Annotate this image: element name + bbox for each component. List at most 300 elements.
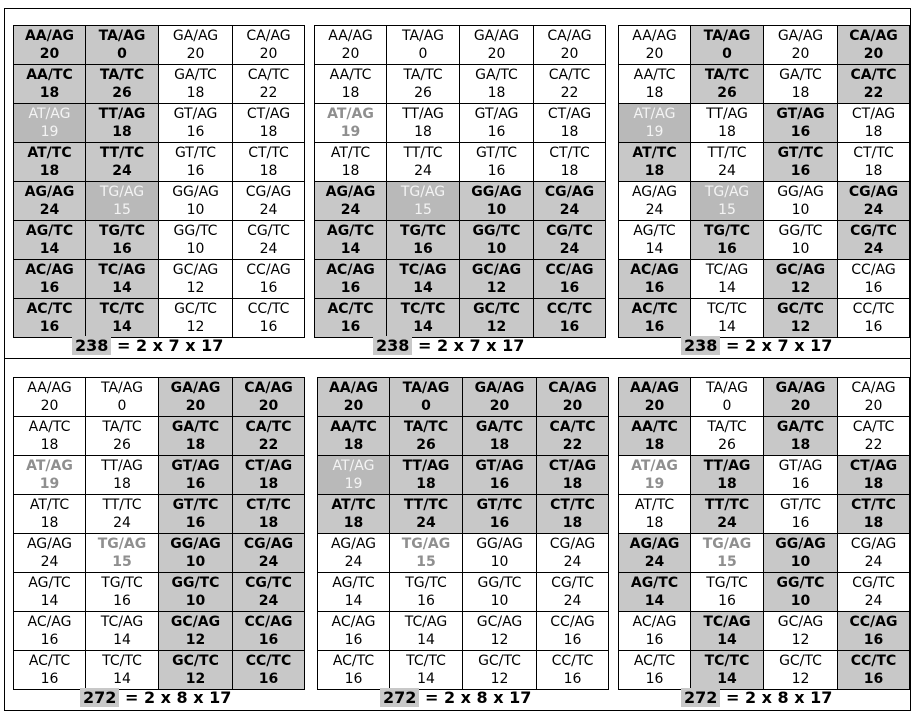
codon-cell: [838, 378, 910, 417]
codon-pair-label: CT/TC: [853, 145, 894, 161]
codon-pair-value: 22: [863, 85, 884, 101]
codon-cell: [534, 26, 606, 65]
panel-1: [13, 25, 305, 338]
codon-pair-label: TA/TC: [403, 67, 443, 83]
codon-pair-label: GA/AG: [777, 28, 824, 44]
codon-cell: [838, 182, 910, 221]
grid-row: [315, 65, 606, 104]
codon-pair-label: CT/TC: [549, 145, 590, 161]
codon-pair-value: 14: [113, 632, 131, 648]
codon-pair-value: 20: [560, 46, 579, 62]
codon-pair-value: 18: [259, 163, 278, 179]
codon-pair-value: 18: [863, 515, 884, 531]
codon-cell: [387, 260, 460, 299]
codon-cell: [460, 260, 534, 299]
codon-pair-value: 20: [645, 46, 664, 62]
codon-cell: [233, 26, 305, 65]
codon-pair-label: TG/AG: [401, 536, 451, 552]
codon-cell: [159, 612, 233, 651]
codon-cell: [463, 456, 537, 495]
codon-cell: [159, 104, 233, 143]
codon-pair-value: 18: [863, 476, 884, 492]
formula-factorization: = 2 x 7 x 17: [720, 336, 833, 355]
codon-cell: [537, 651, 609, 690]
grid-row: [14, 651, 305, 690]
codon-pair-label: GG/AG: [172, 184, 219, 200]
codon-pair-label: AA/TC: [329, 67, 372, 83]
codon-pair-label: TG/AG: [99, 184, 145, 200]
codon-pair-label: GT/AG: [778, 458, 823, 474]
codon-pair-label: CC/TC: [551, 653, 594, 669]
codon-cell: [315, 65, 387, 104]
codon-pair-value: 14: [112, 280, 132, 296]
codon-pair-value: 19: [40, 124, 59, 140]
codon-pair-label: GC/TC: [174, 301, 217, 317]
codon-cell: [14, 417, 86, 456]
codon-pair-value: 24: [344, 554, 363, 570]
codon-cell: [14, 612, 86, 651]
codon-pair-label: CC/TC: [546, 301, 593, 317]
codon-cell: [619, 573, 691, 612]
codon-cell: [318, 534, 390, 573]
codon-cell: [159, 143, 233, 182]
codon-pair-value: 10: [185, 554, 206, 570]
codon-pair-label: GC/TC: [473, 301, 520, 317]
codon-cell: [390, 651, 463, 690]
codon-pair-value: 20: [39, 46, 60, 62]
codon-pair-label: TA/AG: [402, 28, 444, 44]
codon-pair-value: 12: [486, 280, 507, 296]
grid-row: [315, 104, 606, 143]
codon-pair-label: CA/AG: [246, 28, 291, 44]
codon-cell: [764, 417, 838, 456]
formula-number: 272: [380, 688, 419, 707]
codon-cell: [460, 182, 534, 221]
codon-cell: [233, 65, 305, 104]
codon-pair-value: 15: [112, 554, 132, 570]
codon-cell: [387, 299, 460, 338]
grid-row: [14, 221, 305, 260]
codon-pair-value: 12: [490, 671, 509, 687]
formula-2: [373, 336, 524, 355]
codon-cell: [387, 26, 460, 65]
codon-cell: [838, 534, 910, 573]
codon-pair-label: CG/AG: [850, 536, 897, 552]
codon-pair-label: TA/AG: [706, 380, 748, 396]
grid-row: [619, 65, 910, 104]
codon-pair-value: 18: [645, 515, 664, 531]
codon-pair-label: GC/AG: [170, 614, 221, 630]
grid-row: [14, 299, 305, 338]
codon-pair-label: GC/TC: [478, 653, 521, 669]
codon-pair-value: 16: [644, 319, 665, 335]
codon-pair-value: 24: [259, 202, 278, 218]
codon-cell: [537, 573, 609, 612]
codon-pair-label: GG/AG: [775, 536, 826, 552]
codon-pair-value: 16: [259, 319, 278, 335]
codon-pair-value: 18: [562, 476, 583, 492]
codon-pair-label: CC/TC: [850, 653, 897, 669]
grid-row: [619, 417, 910, 456]
codon-pair-label: CA/AG: [849, 28, 898, 44]
codon-pair-value: 12: [486, 319, 507, 335]
codon-pair-label: TT/AG: [98, 106, 146, 122]
codon-pair-label: TT/AG: [703, 458, 751, 474]
codon-pair-value: 22: [259, 85, 278, 101]
codon-pair-value: 14: [39, 241, 60, 257]
codon-table: [618, 377, 910, 690]
codon-pair-value: 18: [560, 163, 579, 179]
codon-cell: [14, 260, 86, 299]
codon-pair-value: 18: [341, 163, 360, 179]
codon-pair-label: AA/AG: [629, 380, 680, 396]
codon-cell: [318, 495, 390, 534]
codon-pair-label: AG/AG: [629, 536, 680, 552]
grid-row: [14, 26, 305, 65]
codon-pair-label: AG/TC: [28, 575, 71, 591]
grid-row: [619, 612, 910, 651]
codon-pair-value: 20: [791, 46, 810, 62]
codon-pair-value: 24: [645, 202, 664, 218]
codon-pair-value: 16: [113, 593, 131, 609]
codon-cell: [86, 221, 159, 260]
codon-pair-label: TC/TC: [707, 301, 747, 317]
codon-cell: [691, 417, 764, 456]
codon-pair-value: 18: [487, 85, 506, 101]
codon-pair-value: 14: [113, 671, 131, 687]
codon-cell: [14, 378, 86, 417]
codon-cell: [691, 221, 764, 260]
codon-pair-label: GT/AG: [173, 106, 218, 122]
codon-cell: [764, 378, 838, 417]
codon-table: [314, 25, 606, 338]
codon-pair-value: 24: [718, 163, 736, 179]
codon-cell: [14, 573, 86, 612]
codon-pair-label: AA/TC: [330, 419, 377, 435]
codon-pair-label: TC/TC: [704, 653, 750, 669]
codon-table: [13, 25, 305, 338]
codon-pair-value: 24: [40, 554, 59, 570]
codon-pair-label: CA/TC: [549, 419, 596, 435]
codon-pair-label: TT/AG: [402, 106, 444, 122]
codon-pair-label: CT/AG: [244, 458, 293, 474]
codon-pair-value: 12: [791, 671, 810, 687]
grid-row: [318, 534, 609, 573]
codon-pair-label: TT/TC: [403, 145, 443, 161]
codon-pair-label: AG/TC: [326, 223, 375, 239]
codon-pair-label: TC/TC: [406, 653, 446, 669]
codon-cell: [233, 182, 305, 221]
codon-pair-label: AC/TC: [28, 653, 71, 669]
codon-pair-value: 16: [791, 476, 810, 492]
codon-pair-value: 16: [489, 476, 510, 492]
codon-cell: [537, 534, 609, 573]
codon-pair-label: TG/TC: [400, 223, 446, 239]
codon-cell: [233, 143, 305, 182]
formula-6: [681, 688, 832, 707]
codon-pair-label: AT/TC: [29, 497, 70, 513]
codon-cell: [318, 378, 390, 417]
codon-cell: [463, 417, 537, 456]
codon-cell: [619, 221, 691, 260]
codon-pair-value: 16: [863, 632, 884, 648]
codon-cell: [460, 65, 534, 104]
codon-cell: [14, 65, 86, 104]
codon-cell: [233, 534, 305, 573]
codon-pair-value: 12: [185, 632, 206, 648]
codon-pair-value: 20: [341, 46, 360, 62]
codon-pair-value: 0: [418, 46, 428, 62]
codon-cell: [764, 573, 838, 612]
codon-cell: [619, 612, 691, 651]
codon-cell: [691, 534, 764, 573]
codon-pair-label: AC/TC: [332, 653, 375, 669]
grid-row: [315, 143, 606, 182]
codon-pair-label: GA/TC: [174, 67, 217, 83]
codon-pair-value: 20: [186, 46, 205, 62]
codon-cell: [318, 456, 390, 495]
grid-row: [315, 299, 606, 338]
codon-cell: [460, 104, 534, 143]
codon-pair-value: 18: [416, 476, 436, 492]
codon-cell: [463, 534, 537, 573]
grid-row: [619, 104, 910, 143]
codon-cell: [691, 573, 764, 612]
codon-pair-label: TG/TC: [704, 223, 750, 239]
codon-table: [13, 377, 305, 690]
codon-pair-label: GG/TC: [472, 223, 521, 239]
codon-pair-value: 24: [863, 241, 884, 257]
codon-pair-value: 14: [413, 319, 433, 335]
codon-pair-value: 14: [645, 241, 664, 257]
codon-pair-label: CG/AG: [243, 536, 294, 552]
codon-pair-value: 20: [185, 398, 206, 414]
codon-pair-label: AT/TC: [27, 145, 72, 161]
codon-pair-value: 20: [258, 398, 279, 414]
codon-pair-value: 18: [864, 163, 883, 179]
codon-cell: [159, 221, 233, 260]
codon-pair-label: CG/AG: [245, 184, 292, 200]
codon-pair-value: 16: [340, 319, 361, 335]
codon-cell: [838, 26, 910, 65]
codon-cell: [619, 26, 691, 65]
codon-cell: [159, 26, 233, 65]
codon-pair-value: 10: [185, 593, 206, 609]
codon-pair-label: AT/AG: [28, 106, 71, 122]
codon-pair-label: AA/AG: [328, 28, 373, 44]
row-divider: [4, 358, 911, 359]
codon-pair-label: GA/AG: [170, 380, 221, 396]
codon-pair-value: 26: [112, 85, 132, 101]
codon-pair-value: 20: [40, 398, 59, 414]
codon-pair-value: 19: [340, 124, 361, 140]
codon-pair-label: TT/TC: [704, 497, 750, 513]
codon-cell: [619, 417, 691, 456]
codon-cell: [460, 221, 534, 260]
codon-pair-label: AG/TC: [630, 575, 679, 591]
grid-row: [619, 26, 910, 65]
codon-pair-label: GG/TC: [477, 575, 522, 591]
codon-pair-value: 16: [39, 280, 60, 296]
codon-pair-label: GT/TC: [174, 145, 217, 161]
codon-cell: [691, 651, 764, 690]
codon-pair-label: GG/AG: [777, 184, 824, 200]
codon-pair-value: 18: [113, 476, 131, 492]
codon-pair-label: CG/AG: [848, 184, 899, 200]
codon-pair-value: 18: [343, 515, 364, 531]
codon-pair-label: TG/AG: [97, 536, 147, 552]
codon-pair-label: AC/AG: [630, 262, 679, 278]
formula-number: 238: [373, 336, 412, 355]
codon-cell: [838, 495, 910, 534]
grid-row: [619, 260, 910, 299]
codon-cell: [764, 221, 838, 260]
codon-pair-value: 10: [486, 241, 507, 257]
codon-cell: [86, 378, 159, 417]
codon-pair-value: 24: [259, 241, 278, 257]
codon-pair-label: CC/AG: [851, 262, 896, 278]
codon-cell: [233, 456, 305, 495]
codon-pair-value: 12: [186, 319, 205, 335]
codon-pair-value: 15: [414, 202, 432, 218]
codon-cell: [233, 221, 305, 260]
codon-pair-label: CA/AG: [548, 380, 597, 396]
codon-pair-label: CG/TC: [850, 223, 897, 239]
codon-pair-label: GA/TC: [776, 419, 825, 435]
codon-cell: [14, 104, 86, 143]
grid-row: [318, 573, 609, 612]
codon-pair-label: GT/AG: [475, 458, 524, 474]
panel-2: [314, 25, 606, 338]
codon-cell: [619, 495, 691, 534]
codon-pair-label: AG/AG: [631, 184, 678, 200]
grid-row: [315, 260, 606, 299]
codon-pair-label: GT/AG: [776, 106, 825, 122]
codon-pair-label: AC/AG: [27, 614, 72, 630]
codon-pair-label: GG/TC: [171, 575, 220, 591]
codon-pair-label: GC/AG: [471, 262, 522, 278]
codon-pair-label: TG/TC: [706, 575, 748, 591]
codon-pair-value: 22: [258, 437, 279, 453]
codon-pair-value: 10: [490, 554, 509, 570]
codon-pair-value: 16: [340, 280, 361, 296]
codon-pair-label: TG/AG: [400, 184, 446, 200]
codon-pair-label: GT/AG: [474, 106, 519, 122]
codon-cell: [14, 651, 86, 690]
codon-pair-value: 18: [186, 85, 205, 101]
codon-cell: [838, 143, 910, 182]
codon-pair-label: CG/TC: [245, 575, 292, 591]
codon-cell: [838, 65, 910, 104]
codon-cell: [318, 651, 390, 690]
codon-cell: [537, 612, 609, 651]
codon-pair-value: 24: [864, 554, 883, 570]
codon-pair-value: 16: [487, 124, 506, 140]
codon-cell: [14, 26, 86, 65]
codon-cell: [86, 65, 159, 104]
codon-cell: [387, 221, 460, 260]
codon-cell: [619, 534, 691, 573]
codon-pair-label: GA/AG: [474, 380, 525, 396]
codon-cell: [691, 612, 764, 651]
codon-pair-label: AA/TC: [26, 67, 73, 83]
codon-pair-label: CA/TC: [850, 67, 897, 83]
codon-cell: [619, 651, 691, 690]
codon-pair-value: 14: [644, 593, 665, 609]
codon-cell: [460, 143, 534, 182]
grid-row: [14, 260, 305, 299]
codon-cell: [86, 104, 159, 143]
codon-pair-value: 16: [559, 319, 580, 335]
codon-pair-value: 24: [864, 593, 883, 609]
codon-pair-value: 18: [39, 85, 60, 101]
codon-pair-label: AA/TC: [631, 419, 678, 435]
codon-pair-label: GG/AG: [471, 184, 522, 200]
codon-pair-label: AA/TC: [633, 67, 676, 83]
codon-pair-label: CG/AG: [549, 536, 596, 552]
codon-cell: [838, 612, 910, 651]
codon-pair-label: CA/TC: [245, 419, 292, 435]
codon-cell: [86, 260, 159, 299]
codon-pair-value: 10: [486, 202, 507, 218]
codon-pair-label: CA/AG: [244, 380, 293, 396]
codon-cell: [764, 651, 838, 690]
codon-pair-value: 14: [344, 593, 363, 609]
codon-cell: [619, 143, 691, 182]
codon-pair-value: 16: [863, 671, 884, 687]
codon-pair-value: 24: [39, 202, 60, 218]
codon-cell: [619, 260, 691, 299]
codon-pair-value: 20: [259, 46, 278, 62]
codon-pair-value: 16: [718, 593, 736, 609]
codon-cell: [838, 456, 910, 495]
codon-pair-value: 19: [645, 124, 664, 140]
codon-pair-label: GG/AG: [476, 536, 523, 552]
codon-pair-label: AG/TC: [633, 223, 676, 239]
panel-3: [618, 25, 910, 338]
codon-cell: [86, 26, 159, 65]
codon-cell: [691, 299, 764, 338]
codon-cell: [764, 299, 838, 338]
codon-pair-label: AG/AG: [24, 184, 75, 200]
codon-pair-label: GG/TC: [173, 223, 218, 239]
codon-pair-label: TA/TC: [99, 67, 145, 83]
codon-cell: [764, 534, 838, 573]
codon-pair-value: 22: [562, 437, 583, 453]
codon-cell: [233, 612, 305, 651]
codon-pair-value: 15: [416, 554, 436, 570]
grid-row: [619, 456, 910, 495]
codon-pair-label: TA/AG: [703, 28, 751, 44]
codon-pair-value: 22: [560, 85, 579, 101]
codon-pair-value: 16: [645, 671, 664, 687]
grid-row: [315, 26, 606, 65]
codon-pair-label: AT/AG: [26, 458, 73, 474]
codon-pair-value: 0: [722, 398, 732, 414]
codon-pair-value: 18: [414, 124, 432, 140]
codon-cell: [619, 104, 691, 143]
grid-row: [619, 534, 910, 573]
codon-cell: [86, 456, 159, 495]
codon-pair-label: GC/AG: [172, 262, 219, 278]
codon-pair-value: 24: [258, 593, 279, 609]
codon-pair-value: 10: [790, 593, 811, 609]
codon-pair-value: 19: [344, 476, 363, 492]
codon-pair-label: CT/TC: [248, 145, 289, 161]
codon-pair-label: AA/AG: [27, 380, 72, 396]
codon-cell: [387, 143, 460, 182]
codon-pair-value: 22: [864, 437, 883, 453]
